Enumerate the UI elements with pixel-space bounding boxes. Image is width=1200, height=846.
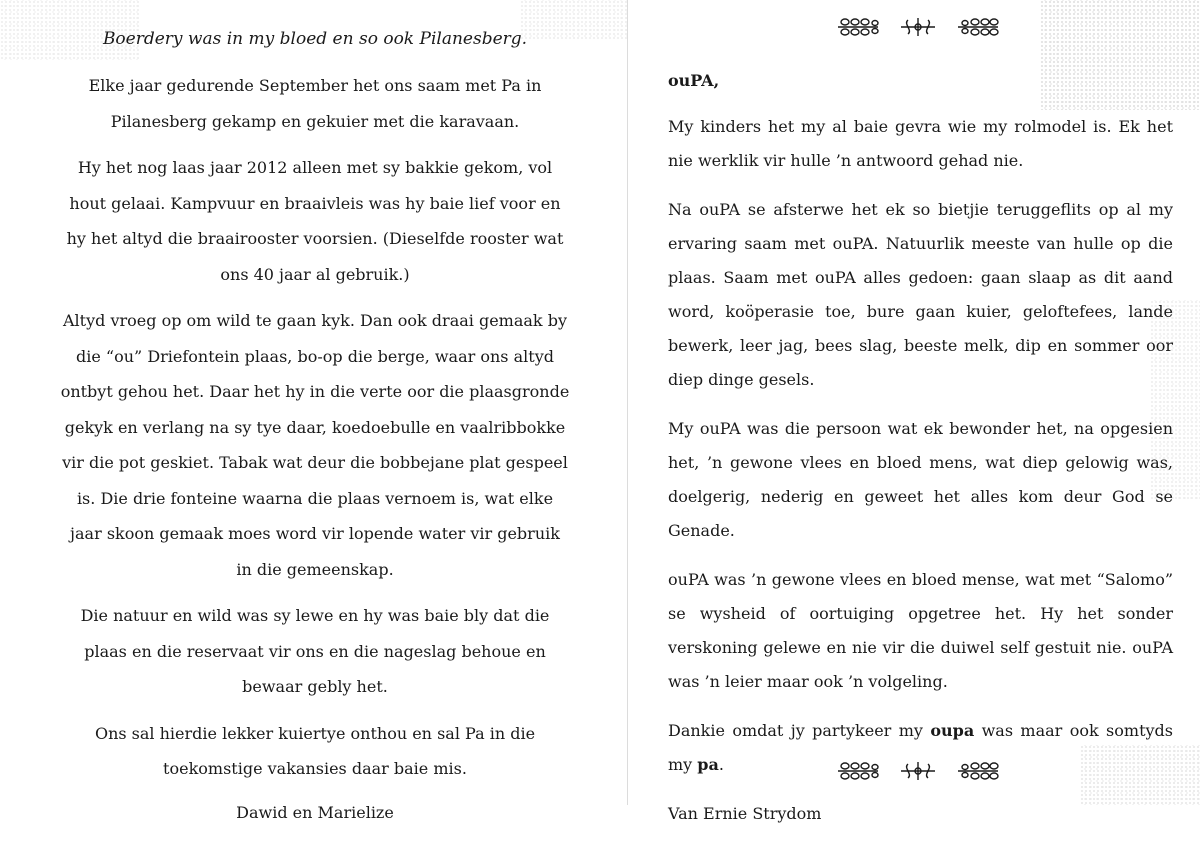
right-signature: Van Ernie Strydom	[668, 804, 822, 823]
right-paragraph-4: ouPA was ’n gewone vlees en bloed mense, wat met “Salomo” se wysheid of oortuiging opgetree het. Hy het sonder verskoning gelewe en nie vir die duiwel self gestuit nie. ouPA was ’n leier maar ook ’n volgeling.	[668, 570, 1173, 691]
thanks-bold-oupa: oupa	[930, 721, 975, 740]
right-paragraph-1: My kinders het my al baie gevra wie my rolmodel is. Ek het nie werklik vir hulle ’n antwoord gehad nie.	[668, 117, 1173, 170]
left-paragraph-5: Ons sal hierdie lekker kuiertye onthou en sal Pa in die toekomstige vakansies daar baie mis.	[94, 723, 536, 778]
left-paragraph-1: Elke jaar gedurende September het ons saam met Pa in Pilanesberg gekamp en gekuier met die karavaan.	[88, 76, 542, 131]
right-page-text	[668, 64, 1173, 846]
thanks-bold-pa: pa	[697, 755, 719, 774]
left-paragraph-4: Die natuur en wild was sy lewe en hy was baie bly dat die plaas en die reservaat vir ons en die nageslag behoue en bewaar gebly het.	[80, 606, 550, 696]
right-greeting: ouPA,	[668, 71, 720, 90]
left-signature: Dawid en Marielize	[236, 802, 394, 822]
left-paragraph-3: Altyd vroeg op om wild te gaan kyk. Dan ook draai gemaak by die “ou” Driefontein plaas, bo-op die berge, waar ons altyd ontbyt gehou het. Daar het hy in die verte oor die plaasgronde gekyk en verlang na sy tye daar, koedoebulle en vaalribbokke vir die pot geskiet. Tabak wat deur die bobbejane plat gespeel is. Die drie fonteine waarna die plaas vernoem is, wat elke jaar skoon gemaak moes word vir lopende water vir gebruik in die gemeenskap.	[60, 311, 570, 579]
right-page	[628, 0, 1200, 823]
thanks-text-2: was maar ook somtyds my	[668, 721, 1173, 774]
ornament-top-icon	[833, 12, 1003, 42]
thanks-text-1: Dankie omdat jy partykeer my	[668, 721, 931, 740]
ornament-bottom-icon	[833, 756, 1003, 786]
right-paragraph-3: My ouPA was die persoon wat ek bewonder het, na opgesien het, ’n gewone vlees en bloed mens, wat diep gelowig was, doelgerig, nederig en geweet het alles kom deur God se Genade.	[668, 419, 1173, 540]
left-paragraph-2: Hy het nog laas jaar 2012 alleen met sy bakkie gekom, vol hout gelaai. Kampvuur en braaivleis was hy baie lief voor en hy het altyd die braairooster voorsien. (Dieselfde rooster wat ons 40 jaar al gebruik.)	[66, 158, 564, 284]
left-page-text	[60, 24, 570, 839]
right-paragraph-2: Na ouPA se afsterwe het ek so bietjie teruggeflits op al my ervaring saam met ouPA. Natuurlik meeste van hulle op die plaas. Saam met ouPA alles gedoen: gaan slaap as dit aand word, koöperasie toe, bure gaan kuier, geloftefees, lande bewerk, leer jag, bees slag, beeste melk, dip en sommer oor diep dinge gesels.	[668, 200, 1173, 389]
thanks-text-3: .	[718, 755, 724, 774]
left-page-title: Boerdery was in my bloed en so ook Pilanesberg.	[102, 29, 528, 49]
